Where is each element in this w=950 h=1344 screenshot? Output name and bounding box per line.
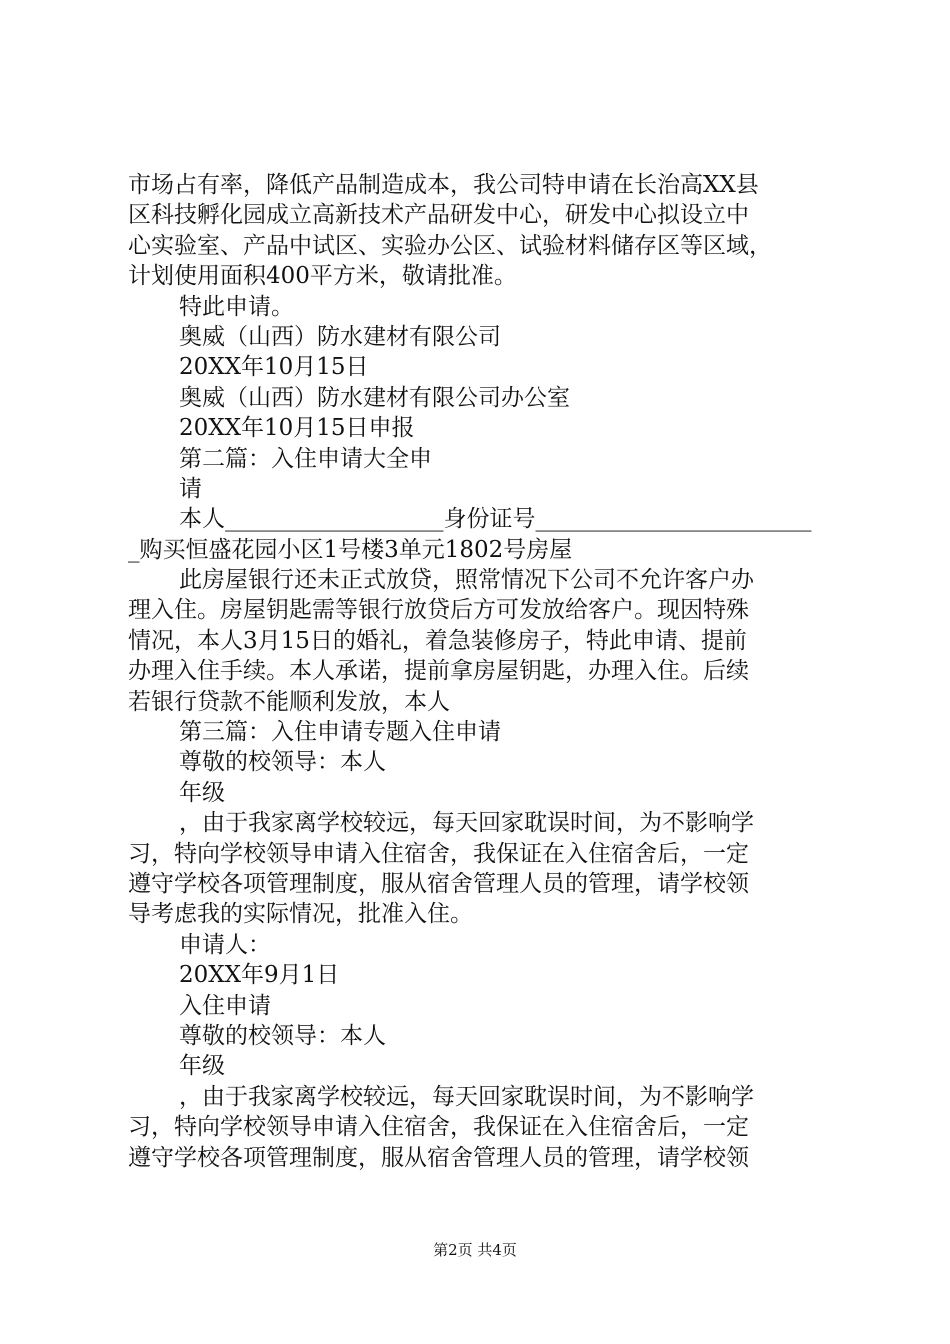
text-line: 年级 bbox=[179, 779, 225, 806]
text-line: _购买恒盛花园小区1号楼3单元1802号房屋 bbox=[128, 536, 573, 563]
paragraph-start: ，由于我家离学校较远，每天回家耽误时间，为不影响学 bbox=[179, 1083, 754, 1110]
text-line: 若银行贷款不能顺利发放，本人 bbox=[128, 688, 450, 715]
text-line: 导考虑我的实际情况，批准入住。 bbox=[128, 901, 473, 928]
text-line: 区科技孵化园成立高新技术产品研发中心，研发中心拟设立中 bbox=[128, 202, 749, 229]
text-line: 办理入住手续。本人承诺，提前拿房屋钥匙，办理入住。后续 bbox=[128, 658, 749, 685]
salutation: 尊敬的校领导：本人 bbox=[179, 749, 386, 776]
date-line: 20XX年10月15日申报 bbox=[179, 415, 415, 442]
document-body bbox=[128, 170, 833, 1173]
salutation: 尊敬的校领导：本人 bbox=[179, 1022, 386, 1049]
company-name: 奥威（山西）防水建材有限公司 bbox=[179, 323, 501, 350]
text-line: 理入住。房屋钥匙需等银行放贷后方可发放给客户。现因特殊 bbox=[128, 597, 749, 624]
section-heading-continued: 请 bbox=[179, 475, 202, 502]
text-line: 年级 bbox=[179, 1053, 225, 1080]
closing-line: 特此申请。 bbox=[179, 293, 294, 320]
text-line: 遵守学校各项管理制度，服从宿舍管理人员的管理，请学校领 bbox=[128, 870, 749, 897]
text-line: 心实验室、产品中试区、实验办公区、试验材料储存区等区域， bbox=[128, 232, 772, 259]
applicant-blank-line: 本人___________________身份证号________________________ bbox=[179, 506, 812, 533]
text-line: 遵守学校各项管理制度，服从宿舍管理人员的管理，请学校领 bbox=[128, 1144, 749, 1171]
text-line: 习，特向学校领导申请入住宿舍，我保证在入住宿舍后，一定 bbox=[128, 1114, 749, 1141]
page-number-footer: 第2页 共4页 bbox=[433, 1241, 517, 1259]
office-name: 奥威（山西）防水建材有限公司办公室 bbox=[179, 384, 570, 411]
sub-heading: 入住申请 bbox=[179, 992, 271, 1019]
text-line: 计划使用面积400平方米，敬请批准。 bbox=[128, 263, 517, 290]
text-line: 习，特向学校领导申请入住宿舍，我保证在入住宿舍后，一定 bbox=[128, 840, 749, 867]
section-heading: 第三篇：入住申请专题入住申请 bbox=[179, 719, 501, 746]
date-line: 20XX年10月15日 bbox=[179, 354, 369, 381]
section-heading: 第二篇：入住申请大全申 bbox=[179, 445, 432, 472]
paragraph-start: 此房屋银行还未正式放贷，照常情况下公司不允许客户办 bbox=[179, 567, 754, 594]
text-line: 市场占有率，降低产品制造成本，我公司特申请在长治高XX县 bbox=[128, 172, 759, 198]
paragraph-start: ，由于我家离学校较远，每天回家耽误时间，为不影响学 bbox=[179, 810, 754, 837]
text-line: 情况，本人3月15日的婚礼，着急装修房子，特此申请、提前 bbox=[128, 627, 747, 654]
signature-label: 申请人： bbox=[179, 931, 271, 958]
date-line: 20XX年9月1日 bbox=[179, 962, 340, 989]
